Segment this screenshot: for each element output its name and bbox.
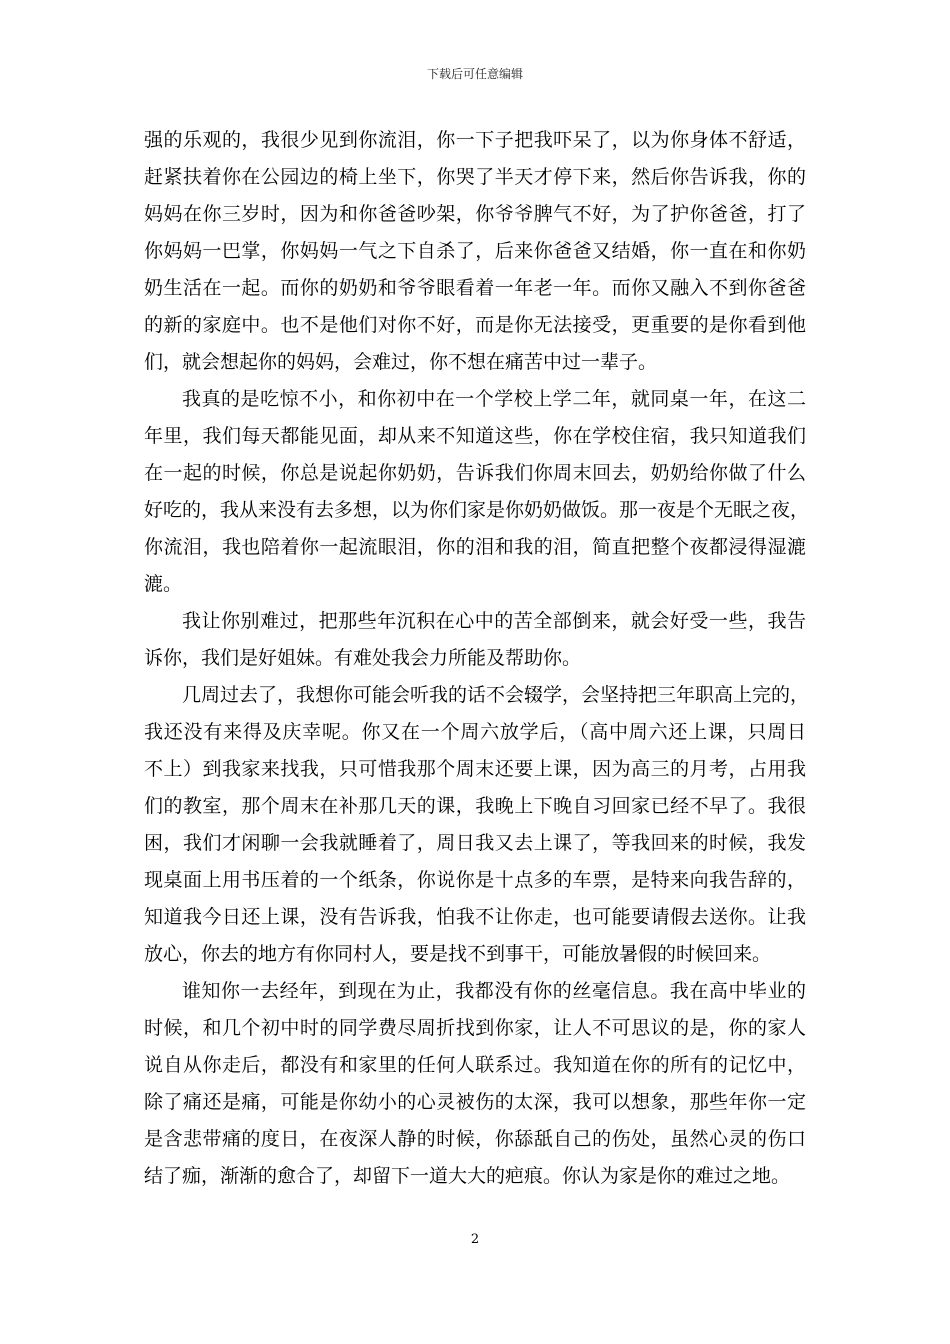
text-line: 现桌面上用书压着的一个纸条，你说你是十点多的车票，是特来向我告辞的， (144, 869, 806, 891)
text-line: 们，就会想起你的妈妈，会难过，你不想在痛苦中过一辈子。 (144, 351, 658, 373)
text-line: 说自从你走后，都没有和家里的任何人联系过。我知道在你的所有的记忆中， (144, 1054, 806, 1076)
paragraph (144, 677, 810, 973)
text-line: 几周过去了，我想你可能会听我的话不会辍学，会坚持把三年职高上完的， (182, 684, 810, 706)
text-line: 奶生活在一起。而你的奶奶和爷爷眼看着一年老一年。而你又融入不到你爸爸 (144, 277, 806, 299)
paragraph (144, 973, 806, 1195)
text-line: 是含悲带痛的度日，在夜深人静的时候，你舔舐自己的伤处，虽然心灵的伤口 (144, 1128, 806, 1150)
text-line: 我还没有来得及庆幸呢。你又在一个周六放学后，（高中周六还上课，只周日 (144, 721, 806, 743)
text-line: 年里，我们每天都能见面，却从来不知道这些，你在学校住宿，我只知道我们 (144, 425, 806, 447)
text-line: 知道我今日还上课，没有告诉我，怕我不让你走，也可能要请假去送你。让我 (144, 906, 806, 928)
text-line: 你流泪，我也陪着你一起流眼泪，你的泪和我的泪，简直把整个夜都浸得湿漉 (144, 536, 806, 558)
text-line: 在一起的时候，你总是说起你奶奶，告诉我们你周末回去，奶奶给你做了什么 (144, 462, 806, 484)
text-line: 除了痛还是痛，可能是你幼小的心灵被伤的太深，我可以想象，那些年你一定 (144, 1091, 806, 1113)
text-line: 好吃的，我从来没有去多想，以为你们家是你奶奶做饭。那一夜是个无眠之夜， (144, 499, 810, 521)
text-line: 不上）到我家来找我，只可惜我那个周末还要上课，因为高三的月考，占用我 (144, 758, 806, 780)
text-line: 放心，你去的地方有你同村人，要是找不到事干，可能放暑假的时候回来。 (144, 943, 772, 965)
text-line: 谁知你一去经年，到现在为止，我都没有你的丝毫信息。我在高中毕业的 (182, 980, 806, 1002)
page-header: 下载后可任意编辑 (426, 67, 523, 81)
document-body (144, 122, 810, 1195)
paragraph (144, 122, 806, 381)
text-line: 赶紧扶着你在公园边的椅上坐下，你哭了半天才停下来，然后你告诉我，你的 (144, 166, 806, 188)
text-line: 困，我们才闲聊一会我就睡着了，周日我又去上课了，等我回来的时候，我发 (144, 832, 806, 854)
text-line: 我让你别难过，把那些年沉积在心中的苦全部倒来，就会好受一些，我告 (182, 610, 806, 632)
text-line: 结了痂，渐渐的愈合了，却留下一道大大的疤痕。你认为家是你的难过之地。 (144, 1165, 791, 1187)
text-line: 漉。 (144, 573, 183, 595)
text-line: 们的教室，那个周末在补那几天的课，我晚上下晚自习回家已经不早了。我很 (144, 795, 806, 817)
text-line: 我真的是吃惊不小，和你初中在一个学校上学二年，就同桌一年，在这二 (182, 388, 806, 410)
text-line: 的新的家庭中。也不是他们对你不好，而是你无法接受，更重要的是你看到他 (144, 314, 806, 336)
text-line: 强的乐观的，我很少见到你流泪，你一下子把我吓呆了，以为你身体不舒适， (144, 129, 806, 151)
paragraph (144, 381, 810, 603)
text-line: 你妈妈一巴掌，你妈妈一气之下自杀了，后来你爸爸又结婚，你一直在和你奶 (144, 240, 806, 262)
text-line: 诉你，我们是好姐妹。有难处我会力所能及帮助你。 (144, 647, 582, 669)
page-number: 2 (470, 1232, 480, 1247)
text-line: 时候，和几个初中时的同学费尽周折找到你家，让人不可思议的是，你的家人 (144, 1017, 806, 1039)
text-line: 妈妈在你三岁时，因为和你爸爸吵架，你爷爷脾气不好，为了护你爸爸，打了 (144, 203, 806, 225)
paragraph (144, 603, 806, 677)
